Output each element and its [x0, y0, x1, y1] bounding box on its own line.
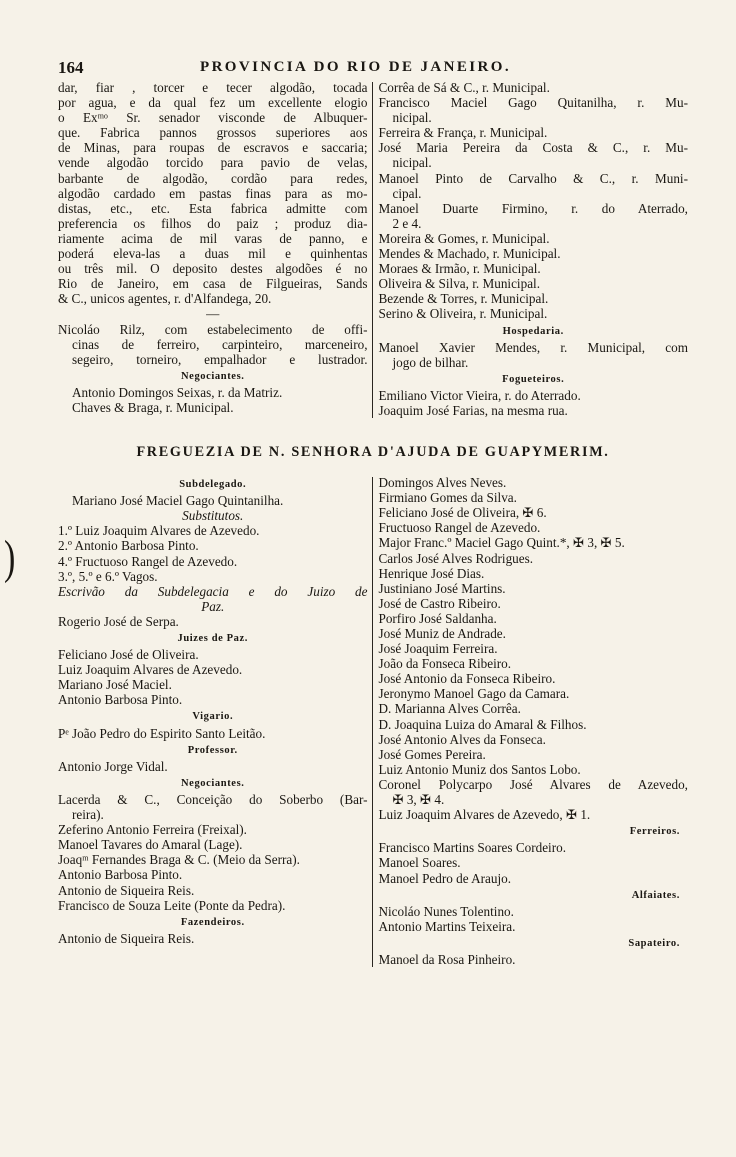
list-item: Emiliano Victor Vieira, r. do Aterrado.	[378, 387, 581, 403]
list-item: Mendes & Machado, r. Municipal.	[378, 246, 561, 262]
list-item: Joaquim José Farias, na mesma rua.	[378, 402, 568, 418]
list-item-cont: ✠ 3, ✠ 4.	[392, 792, 445, 808]
list-item: Coronel Polycarpo José Alvares de Azevedo,	[378, 776, 688, 792]
text-line: de Minas, para roupas de escravos e saccaria;	[58, 140, 368, 156]
list-item: Henrique José Dias.	[378, 565, 485, 581]
substitutos-list	[58, 523, 368, 583]
list-item: Justiniano José Martins.	[378, 580, 506, 596]
list-item: Antonio Martins Teixeira.	[378, 918, 516, 934]
escrivao-heading-line1: Escrivão da Subdelegacia e do Juizo de	[58, 583, 368, 599]
text-line: preferencia os filhos do paiz ; produz dia-	[58, 215, 368, 231]
list-item: Feliciano José de Oliveira.	[58, 647, 199, 663]
page-header	[58, 58, 688, 80]
list-item: José Joaquim Ferreira.	[378, 641, 498, 657]
merchant-list	[378, 80, 688, 322]
bottom-right-column	[372, 475, 688, 967]
list-item: Manoel Soares.	[378, 855, 461, 871]
fabrica-paragraph	[58, 80, 368, 306]
section-title: FREGUEZIA DE N. SENHORA D'AJUDA DE GUAPYMERIM.	[136, 444, 610, 461]
text-line: riamente acima de mil varas de panno, e	[58, 230, 368, 246]
list-item: José de Castro Ribeiro.	[378, 595, 501, 611]
list-item: José Maria Pereira da Costa & C., r. Mu-	[378, 140, 688, 156]
list-item: Porfiro José Saldanha.	[378, 610, 497, 626]
bottom-columns	[58, 475, 688, 967]
professor-name: Antonio Jorge Vidal.	[58, 758, 168, 774]
sapateiro-list	[378, 952, 688, 967]
list-item: 1.º Luiz Joaquim Alvares de Azevedo.	[58, 523, 260, 539]
list-item-cont: cipal.	[392, 185, 422, 201]
alfaiates-list	[378, 904, 688, 934]
text-line: o Exᵐᵒ Sr. senador visconde de Albuquer-	[58, 110, 368, 126]
list-item: D. Joaquina Luiza do Amaral & Filhos.	[378, 716, 587, 732]
list-item: Mariano José Maciel.	[58, 677, 172, 693]
separator-dash: —	[206, 306, 220, 322]
list-item: João da Fonseca Ribeiro.	[378, 656, 512, 672]
list-item: Luiz Joaquim Alvares de Azevedo.	[58, 662, 243, 678]
list-item: Nicoláo Nunes Tolentino.	[378, 903, 514, 919]
top-left-column	[58, 80, 372, 418]
professor-heading: Professor.	[187, 744, 238, 756]
fogueteiros-list	[378, 388, 688, 418]
sapateiro-heading: Sapateiro.	[628, 937, 680, 949]
text-line: cinas de ferreiro, carpinteiro, marceneiro,	[72, 336, 368, 352]
list-item: Major Franc.º Maciel Gago Quint.*, ✠ 3, ✠ 5.	[378, 535, 625, 551]
document-page	[58, 58, 688, 967]
fogueteiros-heading: Fogueteiros.	[502, 373, 565, 385]
hospedaria-heading: Hospedaria.	[502, 325, 564, 337]
list-item: Bezende & Torres, r. Municipal.	[378, 291, 549, 307]
list-item-cont: reira).	[72, 807, 104, 823]
list-item: Antonio Barbosa Pinto.	[58, 692, 183, 708]
page-number: 164	[58, 58, 84, 77]
negociantes-list	[58, 792, 368, 913]
text-line: distas, etc., etc. Esta fabrica admitte com	[58, 200, 368, 216]
list-item: José Gomes Pereira.	[378, 746, 486, 762]
fazendeiros-heading: Fazendeiros.	[180, 916, 245, 928]
text-line: poderá eleva-las a duas mil e quinhentas	[58, 246, 368, 262]
list-item: Manoel Pinto de Carvalho & C., r. Muni-	[378, 170, 688, 186]
text-line: segeiro, torneiro, empalhador e lustrador.	[72, 351, 368, 367]
list-item: Manoel Tavares do Amaral (Lage).	[58, 837, 243, 853]
list-item: Serino & Oliveira, r. Municipal.	[378, 306, 548, 322]
substitutos-heading: Substitutos.	[182, 508, 244, 524]
list-item: Jeronymo Manoel Gago da Camara.	[378, 686, 570, 702]
negociantes-heading: Negociantes.	[181, 777, 245, 789]
subdelegado-heading: Subdelegado.	[179, 479, 247, 491]
negociantes-list	[58, 385, 368, 415]
list-item: Francisco de Souza Leite (Ponte da Pedra).	[58, 897, 286, 913]
list-item: Fructuoso Rangel de Azevedo.	[378, 520, 541, 536]
text-line: que. Fabrica pannos grossos superiores aos	[58, 125, 368, 141]
hospedaria-entry	[378, 340, 688, 370]
list-item: Oliveira & Silva, r. Municipal.	[378, 276, 541, 292]
list-item: Francisco Martins Soares Cordeiro.	[378, 840, 567, 856]
list-item: Antonio de Siqueira Reis.	[58, 882, 195, 898]
vigario-name: Pᵉ João Pedro do Espirito Santo Leitão.	[58, 725, 266, 741]
list-item: Carlos José Alves Rodrigues.	[378, 550, 534, 566]
list-item: 3.º, 5.º e 6.º Vagos.	[58, 568, 158, 584]
list-item: Ferreira & França, r. Municipal.	[378, 125, 548, 141]
text-line: ou três mil. O deposito destes algodões é no	[58, 261, 368, 277]
list-item: Luiz Antonio Muniz dos Santos Lobo.	[378, 761, 581, 777]
list-item-cont: nicipal.	[392, 155, 432, 171]
list-item: Moraes & Irmão, r. Municipal.	[378, 261, 541, 277]
text-line: barbante de algodão, cordão para redes,	[58, 170, 368, 186]
list-item: 2.º Antonio Barbosa Pinto.	[58, 538, 199, 554]
nicolao-entry-cont	[58, 337, 368, 367]
alfaiates-heading: Alfaiates.	[631, 889, 680, 901]
juizes-heading: Juizes de Paz.	[177, 633, 248, 644]
list-item: Manoel da Rosa Pinheiro.	[378, 951, 516, 967]
list-item: José Muniz de Andrade.	[378, 626, 506, 641]
list-item: Lacerda & C., Conceição do Soberbo (Bar-	[58, 791, 368, 807]
list-item-cont: 2 e 4.	[392, 215, 422, 231]
fazendeiros-list	[58, 931, 368, 946]
text-line: dar, fiar , torcer e tecer algodão, tocada	[58, 80, 368, 95]
list-item: Moreira & Gomes, r. Municipal.	[378, 230, 550, 246]
list-item: Manoel Duarte Firmino, r. do Aterrado,	[378, 200, 688, 216]
list-item: Antonio de Siqueira Reis.	[58, 930, 195, 946]
list-item: José Antonio Alves da Fonseca.	[378, 731, 546, 747]
subdelegado-name: Mariano José Maciel Gago Quintanilha.	[72, 493, 284, 509]
juizes-list	[58, 647, 368, 707]
top-right-column	[372, 80, 688, 418]
list-item: Zeferino Antonio Ferreira (Freixal).	[58, 822, 247, 838]
list-item-cont: jogo de bilhar.	[392, 354, 469, 370]
list-item: Feliciano José de Oliveira, ✠ 6.	[378, 505, 547, 521]
list-item: Chaves & Braga, r. Municipal.	[72, 399, 234, 415]
text-line: algodão cardado em pastas finas para as mo-	[58, 185, 368, 201]
list-item: Manoel Xavier Mendes, r. Municipal, com	[378, 339, 688, 355]
escrivao-name: Rogerio José de Serpa.	[58, 613, 179, 629]
text-line: vende algodão torcido para pavio de velas,	[58, 155, 368, 171]
top-columns	[58, 80, 688, 418]
list-item: D. Marianna Alves Corrêa.	[378, 701, 521, 717]
bottom-left-column	[58, 475, 372, 967]
list-item: Luiz Joaquim Alvares de Azevedo, ✠ 1.	[378, 807, 591, 823]
escrivao-heading-line2: Paz.	[201, 598, 225, 614]
vigario-heading: Vigario.	[192, 711, 234, 723]
list-item: José Antonio da Fonseca Ribeiro.	[378, 671, 556, 687]
list-item: Domingos Alves Neves.	[378, 475, 507, 491]
list-item: Francisco Maciel Gago Quitanilha, r. Mu-	[378, 95, 688, 111]
nicolao-entry: Nicoláo Rilz, com estabelecimento de offi-	[58, 321, 368, 337]
text-line: por agua, e da qual fez um excellente elogio	[58, 95, 368, 111]
text-line: Rio de Janeiro, em casa de Filgueiras, Sands	[58, 276, 368, 292]
list-item-cont: nicipal.	[392, 110, 432, 126]
page-title: PROVINCIA DO RIO DE JANEIRO.	[200, 59, 511, 75]
list-item: Firmiano Gomes da Silva.	[378, 490, 517, 506]
margin-bracket-mark: )	[4, 532, 16, 585]
list-item: Corrêa de Sá & C., r. Municipal.	[378, 80, 550, 95]
list-item: 4.º Fructuoso Rangel de Azevedo.	[58, 553, 238, 569]
list-item: Manoel Pedro de Araujo.	[378, 870, 512, 886]
text-line: & C., unicos agentes, r. d'Alfandega, 20.	[58, 291, 272, 307]
negociantes-heading: Negociantes.	[181, 370, 245, 382]
list-item: Antonio Barbosa Pinto.	[58, 867, 183, 883]
list-item: Antonio Domingos Seixas, r. da Matriz.	[72, 384, 283, 400]
list-item: Joaqᵐ Fernandes Braga & C. (Meio da Serra).	[58, 852, 300, 868]
ferreiros-heading: Ferreiros.	[629, 826, 680, 838]
ferreiros-list	[378, 840, 688, 885]
residents-list	[378, 475, 688, 822]
